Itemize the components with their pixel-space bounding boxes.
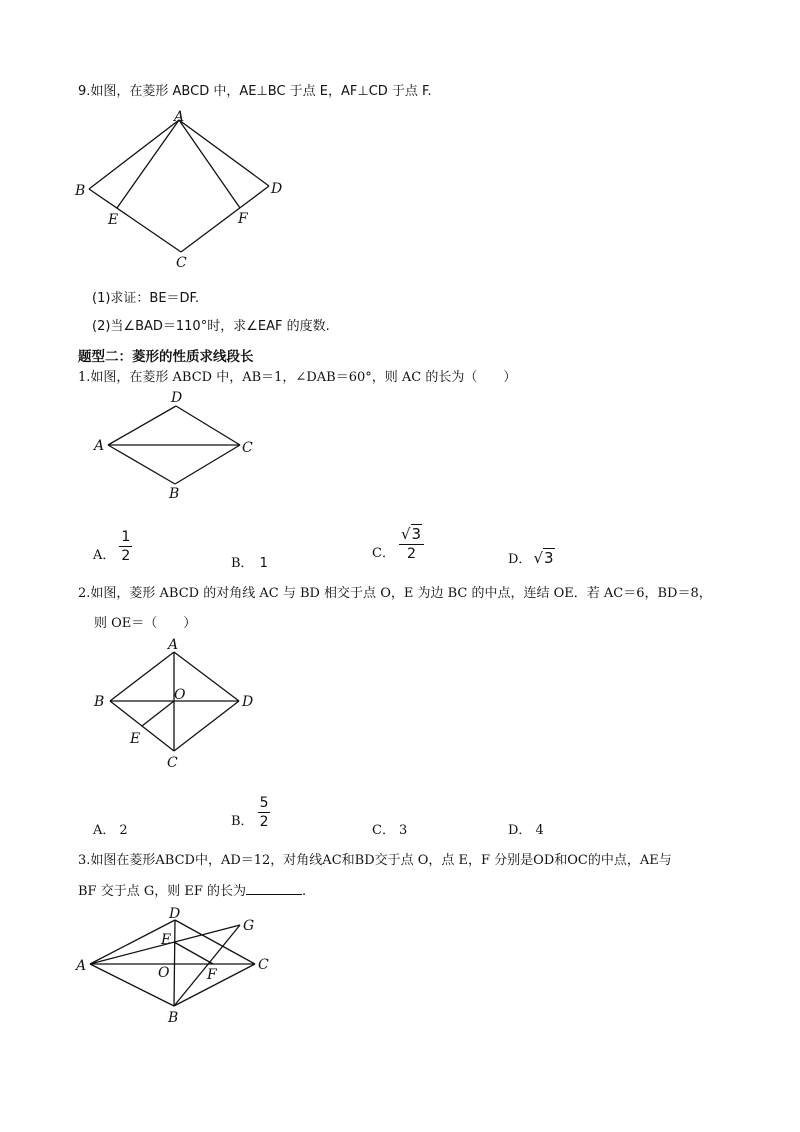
q1-option-c-denominator: 2 xyxy=(407,546,416,562)
q1-option-a-prefix: A． xyxy=(93,548,116,563)
q1-option-a-numerator: 1 xyxy=(121,529,131,545)
q3-label-f: F xyxy=(207,967,217,983)
q2-label-a: A xyxy=(168,637,179,653)
q9-segment-ae xyxy=(117,120,179,208)
q1-option-c-fraction xyxy=(399,527,424,561)
q9-label-b: B xyxy=(75,183,86,199)
q1-option-d[interactable] xyxy=(508,548,555,567)
q1-option-a-denominator: 2 xyxy=(121,548,131,564)
q1-option-c-radicand: 3 xyxy=(411,525,422,543)
q1-figure xyxy=(88,388,268,503)
q1-option-b-prefix: B． xyxy=(231,556,254,571)
q3-label-g: G xyxy=(243,918,255,934)
q9-label-a: A xyxy=(174,109,185,125)
q1-option-d-prefix: D． xyxy=(508,552,532,567)
q3-figure xyxy=(70,900,290,1030)
q1-option-a[interactable] xyxy=(93,530,132,563)
q9-figure xyxy=(70,105,300,270)
q9-label-c: C xyxy=(176,255,187,270)
q1-option-d-sqrt: √3 xyxy=(533,548,554,567)
q1-option-d-radicand: 3 xyxy=(544,548,554,567)
q1-label-c: C xyxy=(242,440,253,456)
q2-stem-line1: 2.如图，菱形 ABCD 的对角线 AC 与 BD 相交于点 O，E 为边 BC 的中点，连结 OE．若 AC＝6，BD＝8， xyxy=(78,586,712,601)
q2-option-b-denominator: 2 xyxy=(259,814,269,830)
q2-label-o: O xyxy=(174,687,186,703)
q1-label-b: B xyxy=(169,486,180,502)
q1-side-cb xyxy=(175,445,240,484)
q3-label-a: A xyxy=(76,958,87,974)
q9-side-ab xyxy=(89,120,179,189)
q3-stem-line2-period: . xyxy=(302,884,307,899)
q1-option-c-prefix: C． xyxy=(372,546,395,561)
q3-answer-blank[interactable] xyxy=(246,882,302,895)
q1-side-ad xyxy=(108,406,176,445)
q1-stem: 1.如图，在菱形 ABCD 中，AB＝1，∠DAB＝60°，则 AC 的长为（ ） xyxy=(78,370,517,385)
q3-stem-line2 xyxy=(78,880,306,899)
q3-label-d: D xyxy=(169,906,181,922)
q2-label-e: E xyxy=(130,731,141,747)
q9-side-da xyxy=(179,120,269,186)
q1-option-a-fraction xyxy=(119,530,132,563)
q2-option-b[interactable] xyxy=(231,796,270,829)
q1-option-b[interactable] xyxy=(231,552,268,571)
q9-part1: (1)求证：BE＝DF. xyxy=(92,291,200,306)
q1-option-c-numerator: √3 xyxy=(400,525,422,543)
q1-label-a: A xyxy=(94,438,105,454)
q3-stem-line1: 3.如图在菱形ABCD中，AD＝12，对角线AC和BD交于点 O，点 E，F 分别是OD和OC的中点，AE与 xyxy=(78,853,672,868)
q2-option-b-fraction xyxy=(258,796,271,829)
q9-label-f: F xyxy=(238,211,248,227)
q2-option-b-numerator: 5 xyxy=(259,795,269,811)
q9-stem: 9.如图，在菱形 ABCD 中，AE⊥BC 于点 E，AF⊥CD 于点 F. xyxy=(78,84,432,99)
q2-option-a[interactable] xyxy=(93,819,128,838)
q2-option-a-prefix: A． xyxy=(93,823,116,838)
q2-label-b: B xyxy=(94,694,105,710)
q1-label-d: D xyxy=(171,390,183,406)
q2-option-d-prefix: D． xyxy=(508,823,532,838)
q3-label-o: O xyxy=(158,965,170,981)
q3-label-e: E xyxy=(161,932,172,948)
q2-option-d-value: 4 xyxy=(535,823,544,838)
q2-side-cd xyxy=(174,701,239,751)
q1-option-c[interactable] xyxy=(372,527,424,561)
q9-side-cd xyxy=(181,186,269,252)
q2-side-ab xyxy=(110,652,174,701)
q9-label-e: E xyxy=(108,212,119,228)
q2-option-d[interactable] xyxy=(508,819,544,838)
q9-side-bc xyxy=(89,189,181,252)
q3-stem-line2-text: BF 交于点 G，则 EF 的长为 xyxy=(78,884,246,899)
q2-label-d: D xyxy=(242,694,254,710)
q9-segment-af xyxy=(179,120,240,208)
q1-side-ba xyxy=(108,445,175,484)
section-title: 题型二：菱形的性质求线段长 xyxy=(78,349,254,365)
q3-label-c: C xyxy=(258,957,269,973)
q3-segment-ef xyxy=(174,942,213,964)
q9-part2: (2)当∠BAD＝110°时，求∠EAF 的度数. xyxy=(92,319,330,334)
q2-option-c-value: 3 xyxy=(398,823,408,838)
q1-option-b-value: 1 xyxy=(259,556,268,571)
q2-option-c-prefix: C． xyxy=(372,823,395,838)
q2-option-a-value: 2 xyxy=(119,823,128,838)
q2-stem-line2: 则 OE＝（ ） xyxy=(94,616,197,631)
q3-label-b: B xyxy=(168,1010,179,1026)
q2-option-c[interactable] xyxy=(372,819,407,838)
q2-label-c: C xyxy=(167,755,178,771)
q2-segment-oe xyxy=(142,701,174,726)
q9-label-d: D xyxy=(271,181,283,197)
q2-figure xyxy=(88,632,268,772)
q2-option-b-prefix: B． xyxy=(231,814,254,829)
q3-diagonal-bd xyxy=(174,920,175,1006)
q1-side-dc xyxy=(176,406,240,445)
